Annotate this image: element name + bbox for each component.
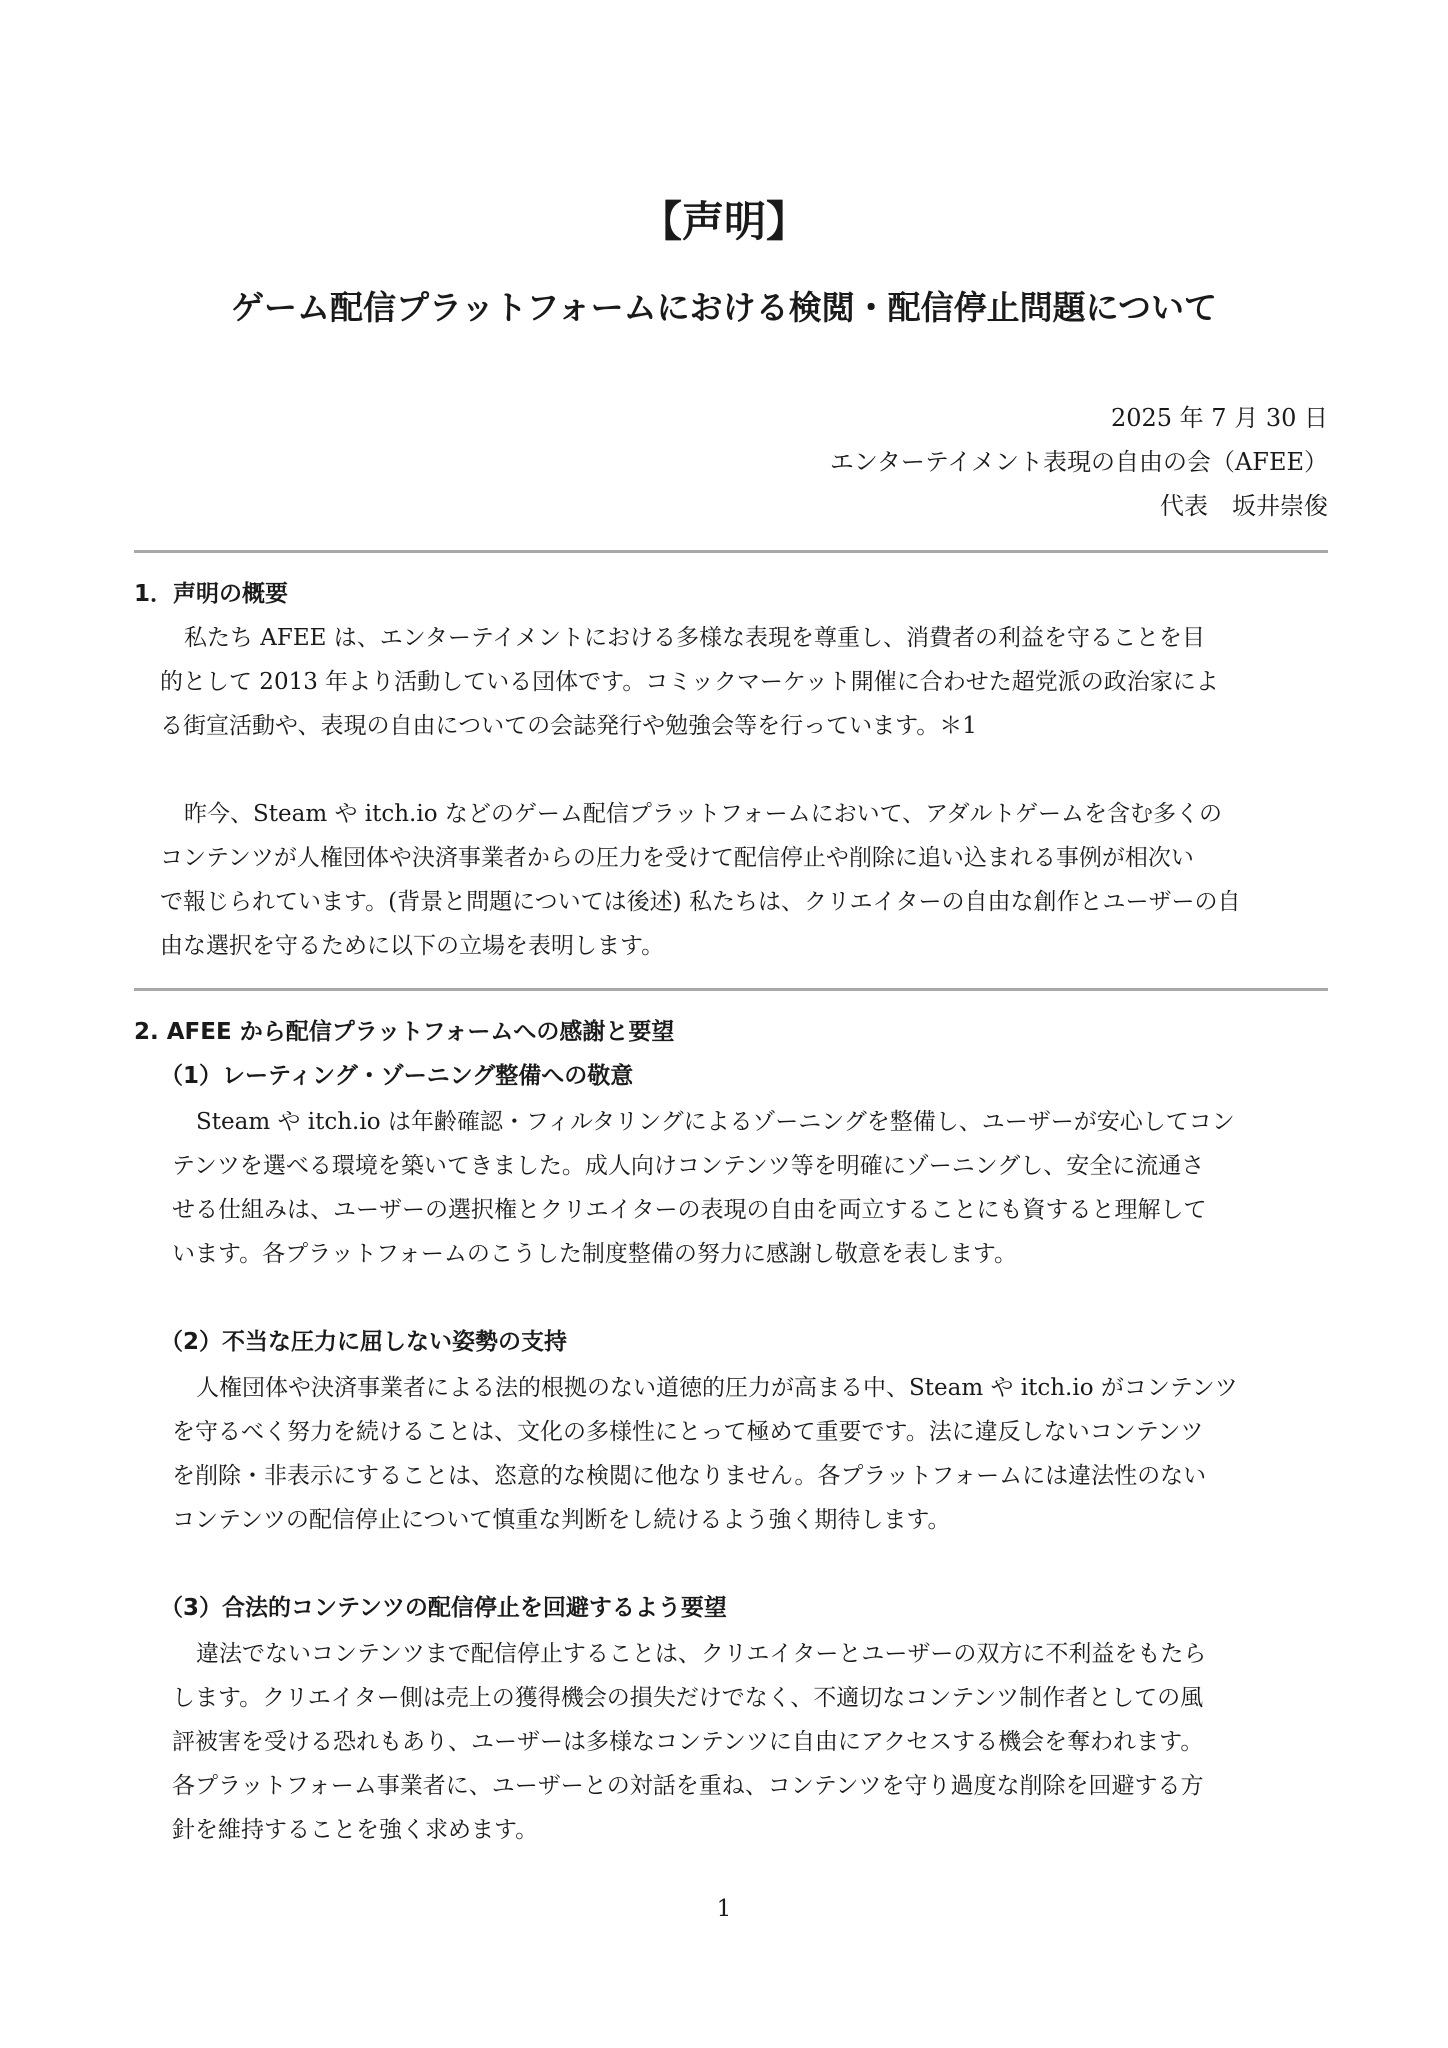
statement-date: 2025 年 7 月 30 日: [1110, 404, 1328, 432]
section1-heading: 1．声明の概要: [134, 581, 289, 607]
subsection3-line: 評被害を受ける恐れもあり、ユーザーは多様なコンテンツに自由にアクセスする機会を奪われます。: [172, 1729, 1204, 1755]
subsection2-line: コンテンツの配信停止について慎重な判断をし続けるよう強く期待します。: [172, 1507, 951, 1533]
section1-para2-line: 由な選択を守るために以下の立場を表明します。: [160, 933, 665, 959]
subsection1-heading: （1）レーティング・ゾーニング整備への敬意: [160, 1063, 634, 1089]
section1-para2-line: 昨今、Steam や itch.io などのゲーム配信プラットフォームにおいて、アダルトゲームを含む多くの: [184, 801, 1223, 827]
page-subtitle: ゲーム配信プラットフォームにおける検閲・配信停止問題について: [230, 288, 1218, 327]
representative-name: 代表 坂井崇俊: [1160, 492, 1328, 520]
section-divider: [134, 550, 1328, 553]
subsection3-line: します。クリエイター側は売上の獲得機会の損失だけでなく、不適切なコンテンツ制作者としての風: [172, 1685, 1204, 1711]
page-title: 【声明】: [639, 197, 808, 246]
page-number: 1: [716, 1896, 732, 1922]
section-divider: [134, 988, 1328, 991]
section1-para2-line: コンテンツが人権団体や決済事業者からの圧力を受けて配信停止や削除に追い込まれる事例が相次い: [160, 845, 1194, 871]
subsection1-line: せる仕組みは、ユーザーの選択権とクリエイターの表現の自由を両立することにも資すると理解して: [172, 1197, 1207, 1223]
subsection2-line: を削除・非表示にすることは、恣意的な検閲に他なりません。各プラットフォームには違法性のない: [172, 1463, 1207, 1489]
section1-para1-line: 的として 2013 年より活動している団体です。コミックマーケット開催に合わせた超党派の政治家によ: [160, 669, 1219, 695]
section1-para2-line: で報じられています。(背景と問題については後述) 私たちは、クリエイターの自由な創作とユーザーの自: [160, 889, 1241, 915]
subsection3-line: 各プラットフォーム事業者に、ユーザーとの対話を重ね、コンテンツを守り過度な削除を回避する方: [172, 1773, 1204, 1799]
subsection3-line: 針を維持することを強く求めます。: [172, 1817, 539, 1843]
section1-para1-line: る街宣活動や、表現の自由についての会誌発行や勉強会等を行っています。＊1: [160, 713, 977, 739]
subsection2-line: 人権団体や決済事業者による法的根拠のない道徳的圧力が高まる中、Steam や itch.io がコンテンツ: [196, 1375, 1238, 1401]
subsection1-line: テンツを選べる環境を築いてきました。成人向けコンテンツ等を明確にゾーニングし、安全に流通さ: [172, 1153, 1205, 1179]
subsection3-heading: （3）合法的コンテンツの配信停止を回避するよう要望: [160, 1595, 727, 1621]
subsection2-line: を守るべく努力を続けることは、文化の多様性にとって極めて重要です。法に違反しないコンテンツ: [172, 1419, 1204, 1445]
subsection1-line: います。各プラットフォームのこうした制度整備の努力に感謝し敬意を表します。: [172, 1241, 1018, 1267]
subsection3-line: 違法でないコンテンツまで配信停止することは、クリエイターとユーザーの双方に不利益をもたら: [196, 1641, 1207, 1667]
section1-para1-line: 私たち AFEE は、エンターテイメントにおける多様な表現を尊重し、消費者の利益を守ることを目: [184, 625, 1206, 651]
subsection1-line: Steam や itch.io は年齢確認・フィルタリングによるゾーニングを整備し、ユーザーが安心してコン: [196, 1109, 1235, 1135]
subsection2-heading: （2）不当な圧力に屈しない姿勢の支持: [160, 1329, 568, 1355]
section2-heading: 2. AFEE から配信プラットフォームへの感謝と要望: [134, 1019, 675, 1045]
organization-name: エンターテイメント表現の自由の会（AFEE）: [829, 448, 1328, 476]
